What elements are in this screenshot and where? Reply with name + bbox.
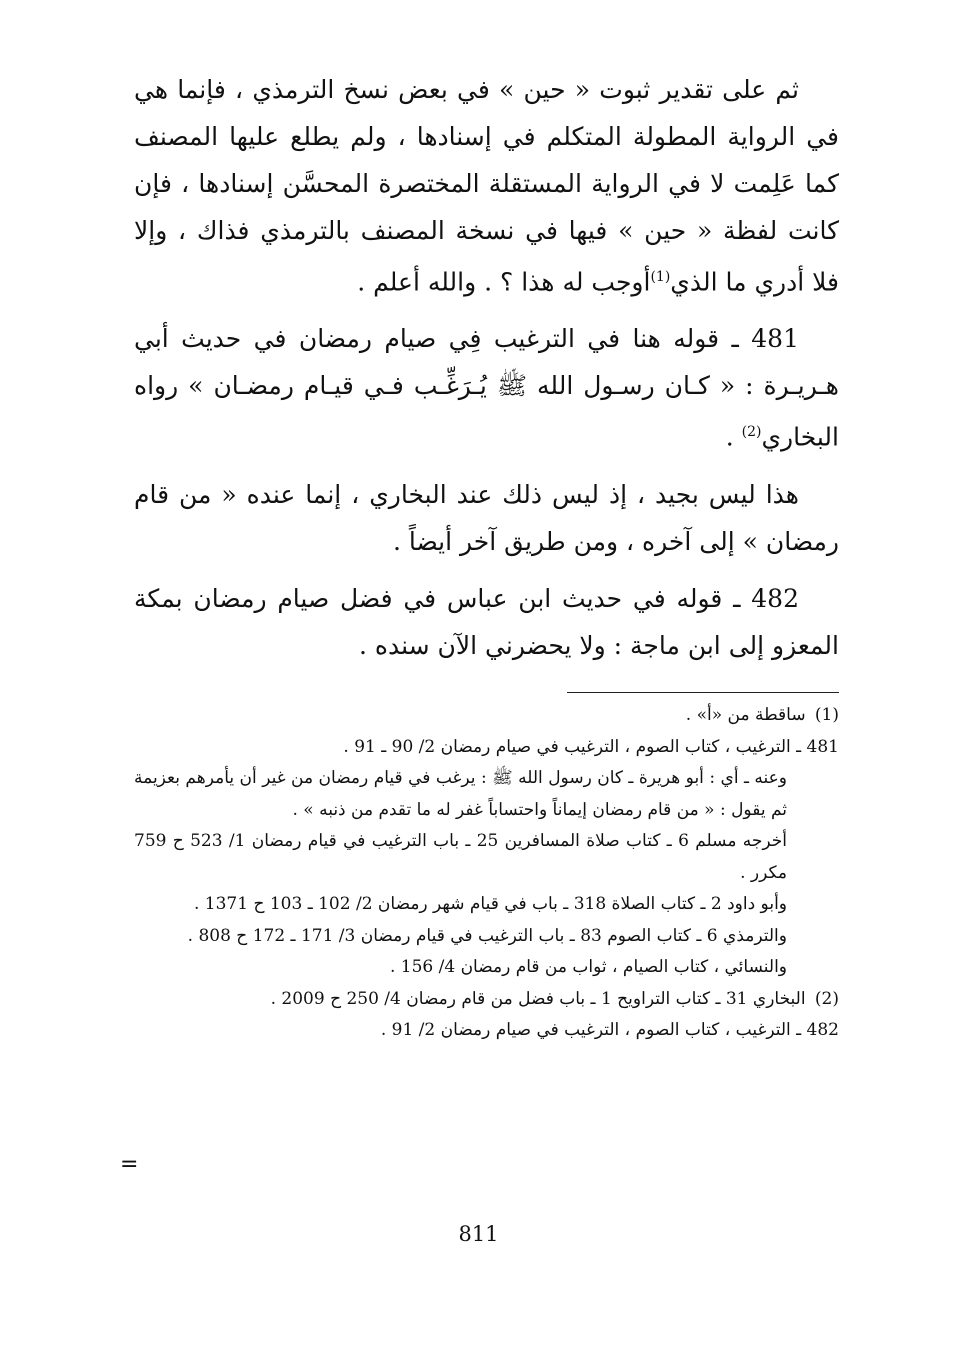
main-text-block [134, 66, 839, 669]
page-number: 811 [458, 1222, 499, 1246]
paragraph-3: هذا ليس بجيد ، إذ ليس ذلك عند البخاري ، إنما عنده « من قام رمضان » إلى آخره ، ومن طريق آخر أيضاً . [134, 479, 839, 556]
footnote-2-text: البخاري 31 ـ كتاب التراويح 1 ـ باب فضل من قام رمضان 4/ 250 ح 2009 . [270, 988, 806, 1009]
footnote-1 [134, 700, 839, 732]
footnote-divider [567, 692, 839, 693]
footnote-1-number: (1) [814, 705, 839, 725]
footnote-hadith-text: وعنه ـ أي : أبو هريرة ـ كان رسول الله ﷺ : يرغب في قيام رمضان من غير أن يأمرهم بعزيمة ثم يقول : « من قام رمضان إيماناً واحتساباً غفر له ما تقدم من ذنبه » . [134, 768, 787, 820]
footnote-ref-2: (2) [741, 424, 762, 441]
paragraph-2-text: 481 ـ قوله هنا في الترغيب فِي صيام رمضان في حديث أبي هـريـرة : « كـان رسـول الله ﷺ يُـرَغِّـب فـي قيـام رمضـان » رواه البخاري [134, 324, 839, 452]
paragraph-2 [134, 315, 839, 460]
footnote-note-481: 481 ـ الترغيب ، كتاب الصوم ، الترغيب في صيام رمضان 2/ 90 ـ 91 . [343, 736, 839, 757]
footnote-2-number: (2) [814, 988, 839, 1009]
footnote-muslim: أخرجه مسلم 6 ـ كتاب صلاة المسافرين 25 ـ باب الترغيب في قيام رمضان 1/ 523 ح 759 مكرر . [134, 831, 788, 883]
footnote-tirmidhi: والترمذي 6 ـ كتاب الصوم 83 ـ باب الترغيب في قيام رمضان 3/ 171 ـ 172 ح 808 . [187, 925, 787, 946]
footnote-nasai: والنسائي ، كتاب الصيام ، ثواب من قام رمضان 4/ 156 . [389, 957, 787, 977]
paragraph-2-tail: . [725, 422, 742, 452]
footnote-note-482: 482 ـ الترغيب ، كتاب الصوم ، الترغيب في صيام رمضان 2/ 91 . [380, 1020, 839, 1040]
paragraph-4: 482 ـ قوله في حديث ابن عباس في فضل صيام رمضان بمكة المعزو إلى ابن ماجة : ولا يحضرني الآن سنده . [134, 583, 839, 660]
continuation-mark: = [120, 1152, 139, 1177]
footnote-ref-1: (1) [650, 269, 671, 285]
footnote-abu-dawud: وأبو داود 2 ـ كتاب الصلاة 318 ـ باب في قيام شهر رمضان 2/ 102 ـ 103 ح 1371 . [193, 894, 787, 914]
footnote-2 [134, 984, 839, 1016]
paragraph-1-tail: أوجب له هذا ؟ . والله أعلم . [357, 267, 651, 297]
footnote-1-text: ساقطة من «أ» . [685, 705, 806, 725]
paragraph-1 [134, 66, 839, 305]
paragraph-1-text: ثم على تقدير ثبوت « حين » في بعض نسخ الترمذي ، فإنما هي في الرواية المطولة المتكلم في إسنادها ، ولم يطلع عليها المصنف كما عَلِمت لا في الرواية المستقلة المختصرة المحسَّن إسنادها ، فإن كانت لفظة « حين » فيها في نسخة المصنف بالترمذي فذاك ، وإلا فلا أدري ما الذي [134, 75, 839, 297]
footnotes-block [134, 700, 839, 1047]
